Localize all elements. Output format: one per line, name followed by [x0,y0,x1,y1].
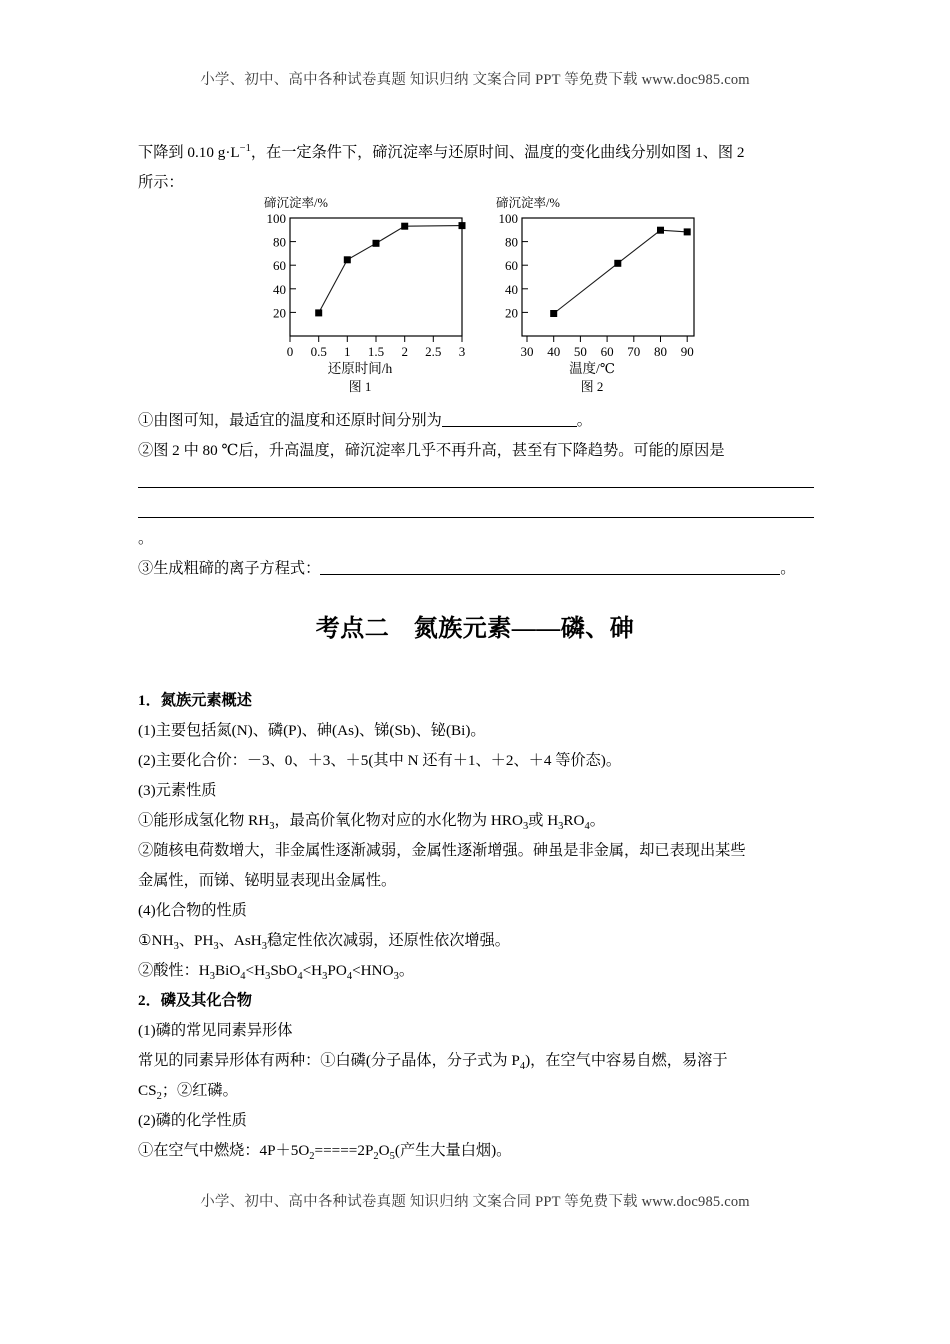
chart-2-ylabel: 碲沉淀率/% [496,196,560,210]
question-2-answer-line-2[interactable] [138,517,814,518]
chart-2-xtick-50: 50 [573,344,587,359]
chart-1-xtick-1: 1 [344,344,351,359]
intro-line-1 [138,138,814,168]
content-p9-sub-4: 4 [297,971,303,983]
chart-1-xtick-3: 3 [458,344,466,359]
content-p13: (2)磷的化学性质 [138,1112,247,1129]
chart-1-xlabel: 还原时间/h [327,361,393,376]
page-title: 考点二 氮族元素——磷、砷 [315,616,635,642]
chart-2-point-4 [684,228,691,235]
chart-1-ylabel: 碲沉淀率/% [264,196,328,210]
question-2-period-wrap [138,524,814,584]
chart-1-point-4 [401,223,408,230]
chart-2-ytick-60: 60 [505,258,518,274]
question-3-text: ③生成粗碲的离子方程式： [138,560,321,577]
content-p3: (3)元素性质 [138,782,217,799]
chart-2-caption: 图 2 [580,379,604,394]
content-p11-b: )，在空气中容易自燃，易溶于 [525,1052,728,1069]
question-1-answer-blank[interactable] [442,411,577,427]
content-p8 [138,926,814,956]
chart-2-xtick-70: 70 [627,344,641,359]
question-2: ②图 2 中 80 ℃后，升高温度，碲沉淀率几乎不再升高，甚至有下降趋势。可能的原因是 [138,442,725,459]
chart-1-point-5 [459,222,466,229]
chart-1-plot [252,212,468,360]
content-p9-sub-5: 3 [322,971,328,983]
chart-1-point-3 [373,240,380,247]
content-p14-sub-3: 5 [389,1151,395,1163]
content-p4-a: ①能形成氢化物 RH [138,812,270,829]
content-p12 [138,1076,814,1106]
content-p4-b: ，最高价氧化物对应的水化物为 HRO [274,812,523,829]
chart-figure-2 [484,196,700,395]
chart-2-point-3 [657,227,664,234]
content-p12-a: CS [138,1082,157,1099]
chart-1-ytick-20: 20 [273,305,286,321]
chart-2-xtick-80: 80 [654,344,667,359]
content-p12-b: ；②红磷。 [161,1082,238,1099]
content-p9-e: <H [302,962,323,979]
question-1-period: 。 [576,412,592,429]
content-p11-sub-1: 4 [519,1061,526,1073]
content-p14 [138,1136,814,1166]
content-p2: (2)主要化合价：－3、0、＋3、＋5(其中 N 还有＋1、＋2、＋4 等价态)。 [138,752,622,769]
content-p6: 金属性，而锑、铋明显表现出金属性。 [138,872,397,889]
content-p1: (1)主要包括氮(N)、磷(P)、砷(As)、锑(Sb)、铋(Bi)。 [138,722,486,739]
content-p9-b: BiO [214,962,241,979]
chart-1-ytick-100: 100 [266,212,286,226]
chart-1-x-ticks [287,336,466,359]
content-p9-sub-2: 4 [240,971,246,983]
content-p4-c: 或 H [528,812,559,829]
charts-row [138,196,814,394]
content-p14-sub-1: 2 [309,1151,315,1163]
question-3 [138,554,814,584]
question-2-answer-line-1-wrap [138,487,814,488]
chart-2-point-2 [614,260,621,267]
chart-1-xtick-1p5: 1.5 [367,344,385,359]
question-3-period: 。 [780,560,796,577]
content-p8-d: 稳定性依次减弱，还原性依次增强。 [266,932,510,949]
content-p9-sub-6: 4 [346,971,353,983]
content-p11 [138,1046,814,1076]
chart-1-xtick-2p5: 2.5 [425,344,442,359]
content-p9-sub-1: 3 [209,971,215,983]
content-p8-sub-1: 3 [173,941,179,953]
question-2-answer-line-1[interactable] [138,487,814,488]
content-p9-sub-7: 3 [393,971,399,983]
content-p5: ②随核电荷数增大，非金属性逐渐减弱，金属性逐渐增强。砷虽是非金属，却已表现出某些 [138,842,746,859]
chart-2-xtick-30: 30 [520,344,534,359]
content-p14-a: ①在空气中燃烧：4P＋5O [138,1142,310,1159]
content-heading-1: 1．氮族元素概述 [138,692,252,709]
content-p7: (4)化合物的性质 [138,902,247,919]
chart-1-point-2 [344,256,351,263]
content-block [138,686,814,1166]
chart-2-xtick-40: 40 [547,344,561,359]
content-p14-c: O [378,1142,390,1159]
content-p4-sub-1: 3 [269,821,275,833]
header-watermark: 小学、初中、高中各种试卷真题 知识归纳 文案合同 PPT 等免费下载 www.doc985.com [200,72,750,88]
question-2-period: 。 [138,530,154,547]
intro-line-2: 所示： [138,174,184,191]
content-p4-sub-2: 3 [522,821,529,833]
chart-1-ytick-60: 60 [273,258,286,274]
chart-1-xtick-2: 2 [401,344,408,359]
content-p8-c: 、AsH [218,932,262,949]
chart-1-xtick-0: 0 [286,344,294,359]
chart-2-plot [484,212,700,360]
content-p11-a: 常见的同素异形体有两种：①白磷(分子晶体，分子式为 P [138,1052,520,1069]
content-p9-g: <HNO [352,962,394,979]
content-p9-c: <H [245,962,266,979]
chart-figure-1 [252,196,468,395]
chart-2-frame [522,218,694,336]
content-p9-a: ②酸性：H [138,962,210,979]
question-3-answer-blank[interactable] [320,559,780,575]
content-p10: (1)磷的常见同素异形体 [138,1022,293,1039]
chart-1-ytick-80: 80 [273,234,286,250]
content-p4 [138,806,814,836]
chart-2-xtick-90: 90 [680,344,694,359]
content-p8-a: ①NH [138,932,174,949]
content-p9-h: 。 [398,962,414,979]
chart-1-caption: 图 1 [348,379,372,394]
questions-block [138,406,814,466]
footer-watermark: 小学、初中、高中各种试卷真题 知识归纳 文案合同 PPT 等免费下载 www.doc985.com [200,1194,750,1210]
content-p8-b: 、PH [178,932,214,949]
content-p9-sub-3: 3 [265,971,271,983]
content-p8-sub-2: 3 [213,941,219,953]
intro-line-1-b: ，在一定条件下，碲沉淀率与还原时间、温度的变化曲线分别如图 1、图 2 [250,144,745,161]
question-2-answer-line-2-wrap [138,517,814,518]
chart-2-point-1 [550,310,557,317]
content-p4-sub-4: 4 [584,821,590,833]
intro-superscript: −1 [239,142,251,154]
content-p14-sub-2: 2 [373,1151,379,1163]
chart-1-xtick-0p5: 0.5 [310,344,327,359]
chart-2-ytick-80: 80 [505,234,518,250]
content-p12-sub-1: 2 [156,1091,162,1103]
content-p14-b: =====2P [314,1142,374,1159]
chart-2-ytick-40: 40 [505,281,518,297]
chart-2-xlabel: 温度/℃ [569,361,615,376]
intro-line-1-a: 下降到 0.10 g·L [138,144,240,161]
chart-2-ytick-20: 20 [505,305,518,321]
chart-2-ytick-100: 100 [498,212,518,226]
intro-paragraph [138,138,814,198]
chart-1-ytick-40: 40 [273,281,286,297]
chart-1-frame [290,218,462,336]
chart-2-xtick-60: 60 [600,344,614,359]
content-p4-d: RO [563,812,585,829]
content-p9-f: PO [327,962,347,979]
content-p14-d: (产生大量白烟)。 [394,1142,512,1159]
chart-2-x-ticks [521,336,694,359]
content-p4-sub-3: 3 [558,821,564,833]
content-p8-sub-3: 3 [261,941,267,953]
chart-1-point-1 [315,309,322,316]
content-p9-d: SbO [270,962,298,979]
content-p4-e: 。 [589,812,605,829]
content-p9 [138,956,814,986]
question-1 [138,406,814,436]
content-heading-2: 2．磷及其化合物 [138,992,252,1009]
question-1-text: ①由图可知，最适宜的温度和还原时间分别为 [138,412,442,429]
